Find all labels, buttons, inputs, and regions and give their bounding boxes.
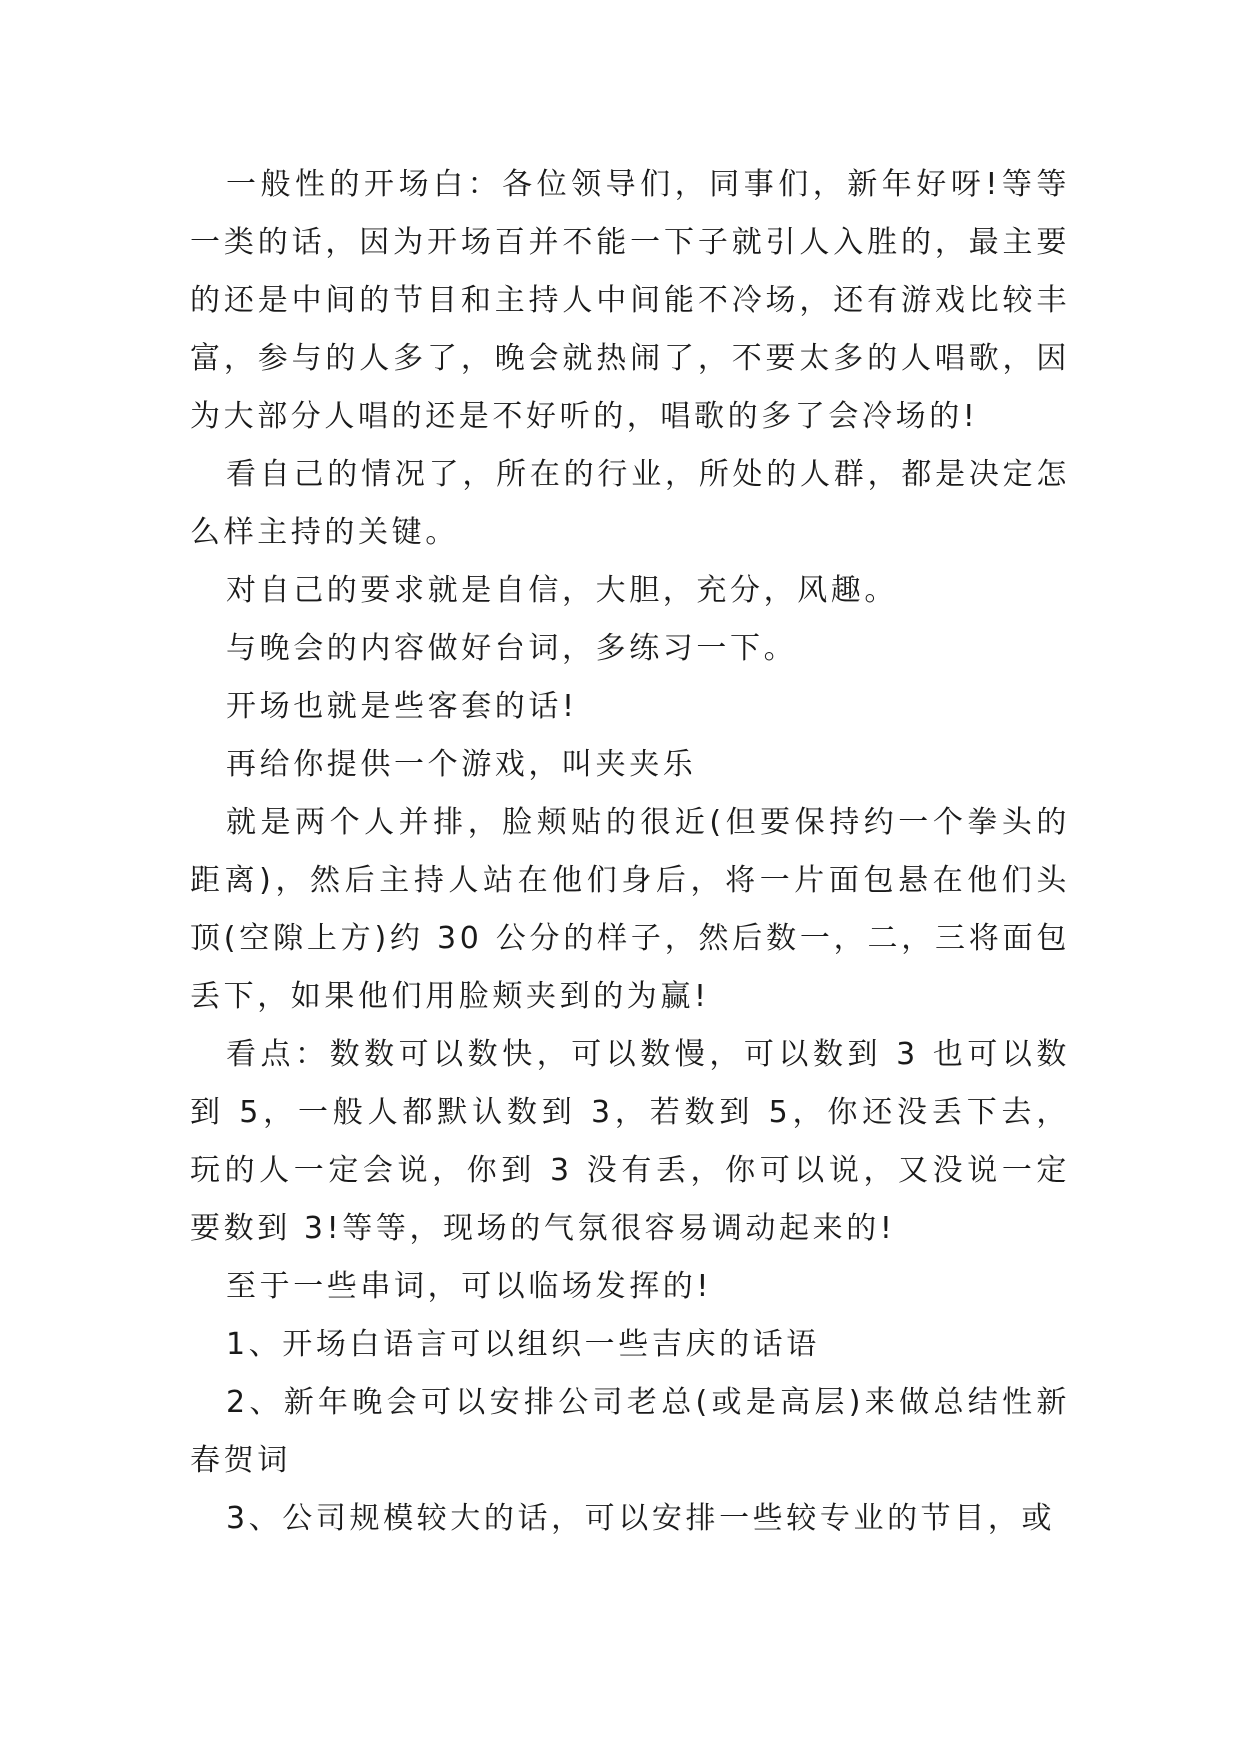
paragraph-game-rules: 就是两个人并排，脸颊贴的很近(但要保持约一个拳头的距离)，然后主持人站在他们身后，将一片面包悬在他们头顶(空隙上方)约 30 公分的样子，然后数一，二，三将面包丢下，如果他们用脸颊夹到的为赢! (190, 805, 1070, 1014)
paragraph-self-requirements: 对自己的要求就是自信，大胆，充分，风趣。 (226, 573, 898, 608)
paragraph-tip-2: 2、新年晚会可以安排公司老总(或是高层)来做总结性新春贺词 (190, 1385, 1070, 1478)
document-body (190, 156, 1070, 1548)
paragraph-transition-lines: 至于一些串词，可以临场发挥的! (226, 1269, 713, 1304)
paragraph-opening-remarks: 一般性的开场白：各位领导们，同事们，新年好呀!等等一类的话，因为开场百并不能一下子就引人入胜的，最主要的还是中间的节目和主持人中间能不冷场，还有游戏比较丰富，参与的人多了，晚会就热闹了，不要太多的人唱歌，因为大部分人唱的还是不好听的，唱歌的多了会冷场的! (190, 167, 1070, 434)
paragraph-game-intro: 再给你提供一个游戏，叫夹夹乐 (226, 747, 697, 782)
paragraph-game-highlights: 看点：数数可以数快，可以数慢，可以数到 3 也可以数到 5，一般人都默认数到 3，若数到 5，你还没丢下去，玩的人一定会说，你到 3 没有丢，你可以说，又没说一定要数到 3!等等，现场的气氛很容易调动起来的! (190, 1037, 1070, 1246)
paragraph-opening-pleasantries: 开场也就是些客套的话! (226, 689, 578, 724)
paragraph-tip-1: 1、开场白语言可以组织一些吉庆的话语 (226, 1327, 820, 1362)
paragraph-prepare-lines: 与晚会的内容做好台词，多练习一下。 (226, 631, 798, 666)
paragraph-own-situation: 看自己的情况了，所在的行业，所处的人群，都是决定怎么样主持的关键。 (190, 457, 1070, 550)
paragraph-tip-3: 3、公司规模较大的话，可以安排一些较专业的节目，或 (226, 1501, 1056, 1536)
